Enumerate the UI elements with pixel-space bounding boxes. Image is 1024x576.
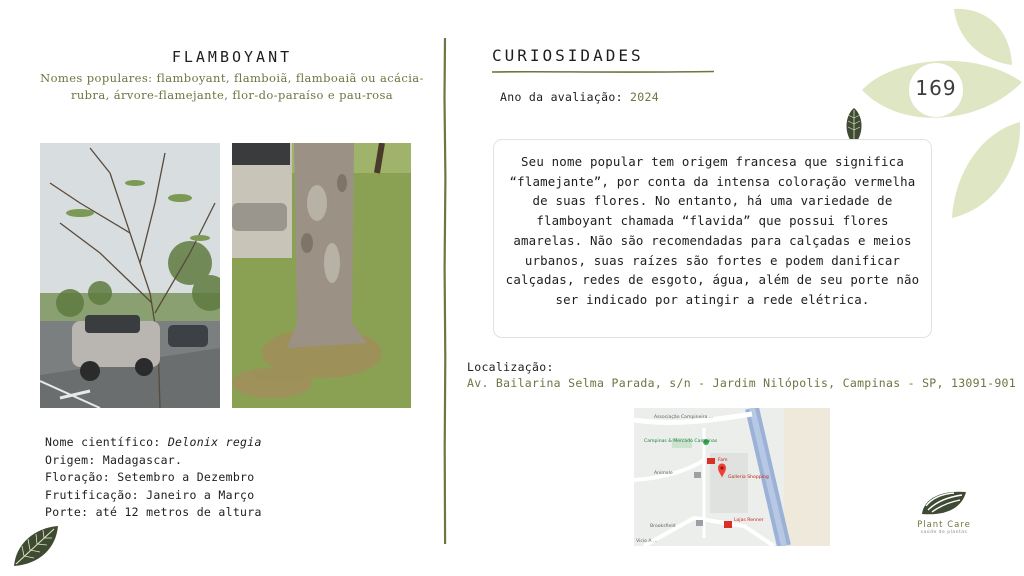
leaf-icon	[950, 120, 1022, 220]
location-label: Localização:	[467, 360, 554, 374]
map-label-bottom: Vicio A ...	[636, 539, 658, 544]
plant-title: FLAMBOYANT	[171, 48, 293, 66]
evaluation-year	[500, 90, 659, 104]
fruiting-row: Frutificação: Janeiro a Março	[45, 487, 255, 502]
scientific-name-value: Delonix regia	[167, 435, 262, 449]
year-value: 2024	[630, 90, 659, 104]
map-label-lojas: Lojas Renner	[734, 518, 764, 523]
plant-care-logo	[906, 488, 982, 538]
page-number: 169	[915, 76, 957, 100]
flowering-row: Floração: Setembro a Dezembro	[45, 470, 255, 484]
curiosities-text-box: Seu nome popular tem origem francesa que significa “flamejante”, por conta da intensa coloração vermelha de suas flores. No entanto, há uma variedade de flamboyant chamada “flavida” que possui flores amarelas. Não são recomendadas para calçadas e meios urbanos, suas raízes são fortes e podem danificar calçadas, redes de esgoto, água, além de seu porte não ser indicado por atingir a rede elétrica.	[493, 139, 932, 338]
logo-name: Plant Care	[917, 520, 971, 530]
tree-photo-full	[40, 143, 220, 408]
map-label-school: Associação Campineira ...	[654, 415, 714, 420]
map-label-brooksfield: Brooksfield	[650, 524, 676, 529]
map-label-galleria: Galleria Shopping	[728, 475, 769, 480]
size-row: Porte: até 12 metros de altura	[45, 505, 262, 519]
popular-names: Nomes populares: flamboyant, flamboiã, flamboaiã ou acácia-rubra, árvore-flamejante, flor-do-paraíso e pau-rosa	[40, 71, 424, 102]
location-map[interactable]	[634, 408, 830, 546]
logo-leaf-icon	[918, 488, 970, 516]
map-label-animale: Animale	[654, 471, 673, 476]
origin-row: Origem: Madagascar.	[45, 452, 183, 467]
curiosities-title: CURIOSIDADES	[492, 46, 644, 65]
column-divider	[442, 38, 448, 544]
plant-facts	[45, 434, 262, 522]
tree-trunk-photo	[232, 143, 411, 408]
logo-tagline: saúde de plantas	[920, 530, 968, 535]
map-label-fam: Fam	[718, 458, 728, 463]
scientific-name-row	[45, 434, 262, 452]
leaf-icon	[12, 524, 60, 568]
title-underline	[492, 69, 714, 75]
map-label-campinas: Campinas & Mercado Campinas	[644, 439, 718, 444]
location-address: Av. Bailarina Selma Parada, s/n - Jardim Nilópolis, Campinas - SP, 13091-901	[467, 376, 1016, 390]
year-label: Ano da avaliação:	[500, 90, 631, 104]
scientific-name-label: Nome científico:	[45, 435, 168, 449]
